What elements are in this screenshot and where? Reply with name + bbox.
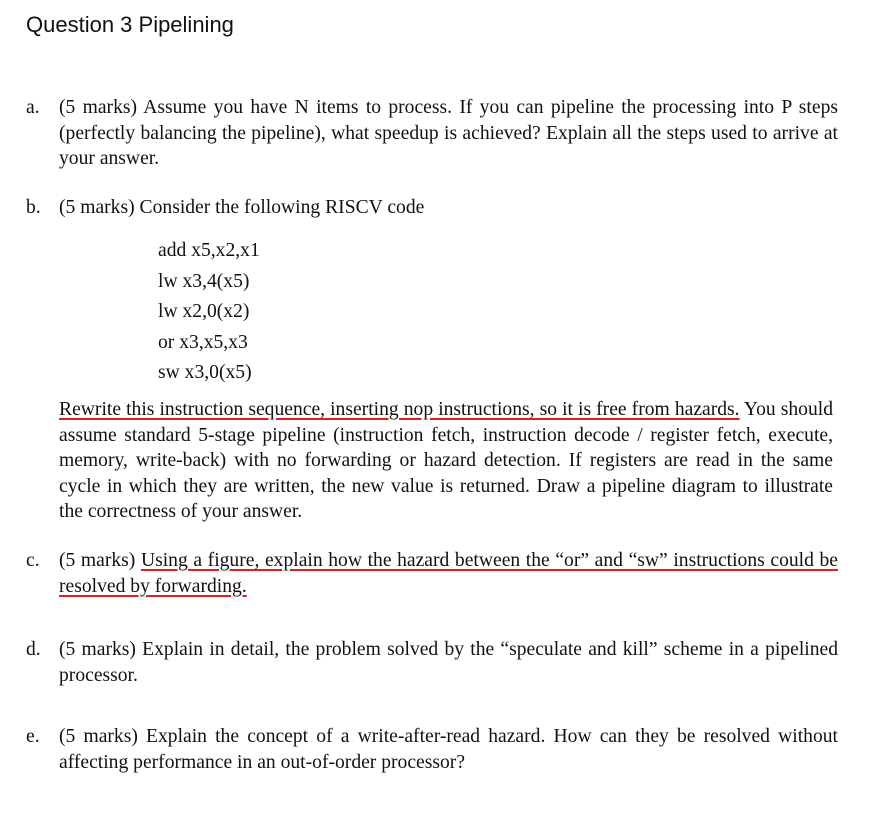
question-c-prefix: (5 marks) — [59, 550, 141, 571]
question-c-letter: c. — [26, 550, 40, 571]
code-line: sw x3,0(x5) — [158, 362, 252, 383]
question-title: Question 3 Pipelining — [26, 12, 234, 37]
question-d-text: (5 marks) Explain in detail, the problem solved by the “speculate and kill” scheme in a pipelined processor. — [59, 639, 838, 686]
question-c-underlined: Using a figure, explain how the hazard between the “or” and “sw” instructions could be resolved by forwarding. — [59, 550, 839, 597]
question-b-letter: b. — [26, 197, 41, 218]
code-line: lw x3,4(x5) — [158, 270, 250, 292]
question-d-letter: d. — [26, 639, 41, 660]
question-b — [26, 195, 838, 221]
question-b-rest: You should assume standard 5-stage pipeline (instruction fetch, instruction decode / register fetch, execute, memory, write-back) with no forwarding or hazard detection. If registers are read in the same cycle in which they are written, the new value is returned. Draw a pipeline diagram to illustrate the correctness of your answer. — [59, 399, 834, 523]
question-a-text: (5 marks) Assume you have N items to process. If you can pipeline the processing into P steps (perfectly balancing the pipeline), what speedup is achieved? Explain all the steps used to arrive at your answer. — [59, 97, 838, 169]
question-a-letter: a. — [26, 97, 40, 118]
code-line: lw x2,0(x2) — [158, 301, 250, 322]
question-b-intro: (5 marks) Consider the following RISCV code — [59, 197, 425, 218]
code-line: or x3,x5,x3 — [158, 331, 248, 353]
question-c-text — [59, 548, 838, 599]
riscv-code-block — [158, 236, 260, 389]
code-line: add x5,x2,x1 — [158, 240, 260, 261]
question-b-underlined: Rewrite this instruction sequence, inserting nop instructions, so it is free from hazards. — [59, 399, 740, 420]
question-e — [26, 724, 838, 775]
question-e-letter: e. — [26, 726, 40, 747]
question-d — [26, 637, 838, 688]
question-c — [26, 548, 838, 599]
question-a — [26, 95, 838, 172]
question-b-instructions — [59, 397, 833, 525]
question-e-text: (5 marks) Explain the concept of a write-after-read hazard. How can they be resolved without affecting performance in an out-of-order processor? — [59, 726, 838, 773]
